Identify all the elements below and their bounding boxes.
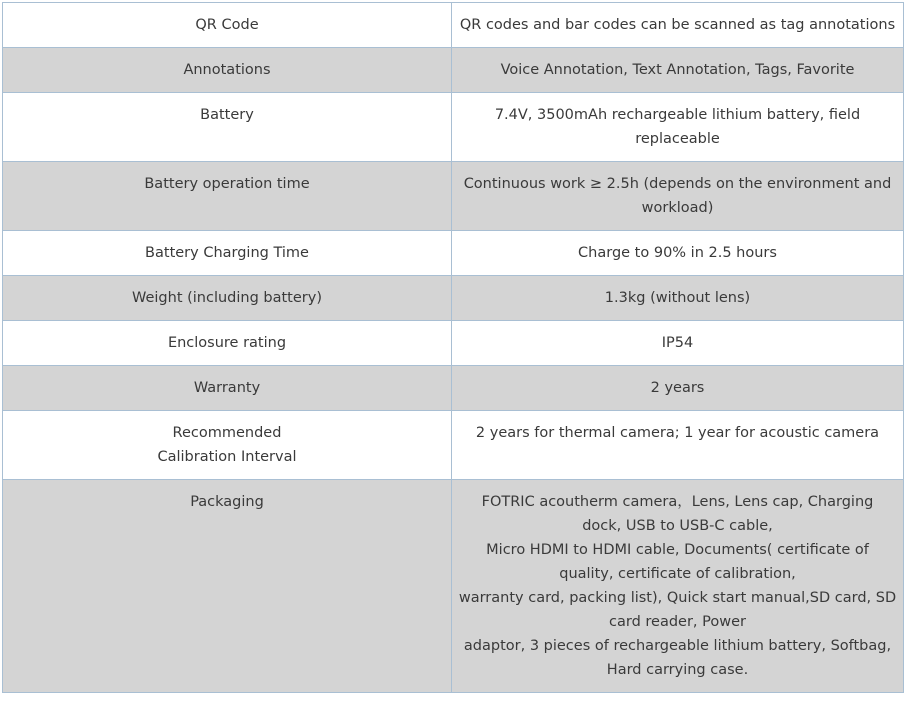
spec-label-text: Battery operation time <box>144 176 310 192</box>
table-row-warranty <box>3 366 904 411</box>
spec-value-cell <box>452 480 904 693</box>
spec-label-text: Enclosure rating <box>167 335 287 351</box>
spec-value-text: 2 years <box>650 380 705 396</box>
spec-value-text: replaceable <box>635 131 720 147</box>
spec-label-cell <box>3 3 452 48</box>
spec-value-text: Hard carrying case. <box>606 662 749 678</box>
table-row-qr-code <box>3 3 904 48</box>
spec-label-cell <box>3 366 452 411</box>
spec-value-text: Charge to 90% in 2.5 hours <box>578 245 777 261</box>
table-row-calibration-interval <box>3 411 904 480</box>
spec-table <box>2 2 904 693</box>
spec-label-cell <box>3 480 452 693</box>
spec-value-cell <box>452 93 904 162</box>
spec-value-text: adaptor, 3 pieces of rechargeable lithium battery, Softbag, <box>463 638 892 654</box>
table-row-enclosure-rating <box>3 321 904 366</box>
spec-label-text: QR Code <box>195 17 259 33</box>
table-row-battery-charging-time <box>3 231 904 276</box>
spec-label-text: Battery Charging Time <box>145 245 309 261</box>
table-row-battery <box>3 93 904 162</box>
spec-value-text: FOTRIC acoutherm camera，Lens, Lens cap, Charging <box>481 494 874 510</box>
spec-label-text: Weight (including battery) <box>131 290 322 306</box>
spec-label-cell <box>3 411 452 480</box>
spec-value-cell <box>452 411 904 480</box>
spec-value-text: 7.4V, 3500mAh rechargeable lithium battery, field <box>494 107 861 123</box>
spec-value-cell <box>452 3 904 48</box>
spec-value-text: 1.3kg (without lens) <box>604 290 751 306</box>
spec-value-text: warranty card, packing list), Quick start manual,SD card, SD <box>458 590 897 606</box>
spec-value-text: card reader, Power <box>609 614 746 630</box>
spec-label-cell <box>3 321 452 366</box>
spec-label-cell <box>3 48 452 93</box>
spec-label-text: Calibration Interval <box>157 449 297 465</box>
spec-value-text: Voice Annotation, Text Annotation, Tags, Favorite <box>500 62 855 78</box>
spec-value-text: workload) <box>641 200 714 216</box>
spec-value-text: QR codes and bar codes can be scanned as tag annotations <box>459 17 896 33</box>
spec-label-cell <box>3 162 452 231</box>
spec-value-cell <box>452 48 904 93</box>
table-row-annotations <box>3 48 904 93</box>
table-row-battery-operation-time <box>3 162 904 231</box>
table-row-packaging <box>3 480 904 693</box>
spec-value-cell <box>452 231 904 276</box>
spec-label-cell <box>3 93 452 162</box>
spec-label-text: Annotations <box>183 62 271 78</box>
spec-value-text: dock, USB to USB-C cable, <box>582 518 773 534</box>
spec-value-text: IP54 <box>661 335 694 351</box>
spec-value-text: 2 years for thermal camera; 1 year for acoustic camera <box>475 425 880 441</box>
spec-label-text: Warranty <box>193 380 261 396</box>
spec-value-cell <box>452 162 904 231</box>
spec-value-cell <box>452 366 904 411</box>
table-row-weight <box>3 276 904 321</box>
spec-value-text: quality, certificate of calibration, <box>559 566 796 582</box>
spec-value-text: Micro HDMI to HDMI cable, Documents( certificate of <box>486 542 869 558</box>
spec-value-cell <box>452 321 904 366</box>
spec-label-text: Recommended <box>172 425 282 441</box>
spec-label-text: Battery <box>200 107 254 123</box>
spec-value-cell <box>452 276 904 321</box>
spec-label-text: Packaging <box>190 494 264 510</box>
spec-value-text: Continuous work ≥ 2.5h (depends on the environment and <box>463 176 892 192</box>
spec-label-cell <box>3 231 452 276</box>
spec-label-cell <box>3 276 452 321</box>
